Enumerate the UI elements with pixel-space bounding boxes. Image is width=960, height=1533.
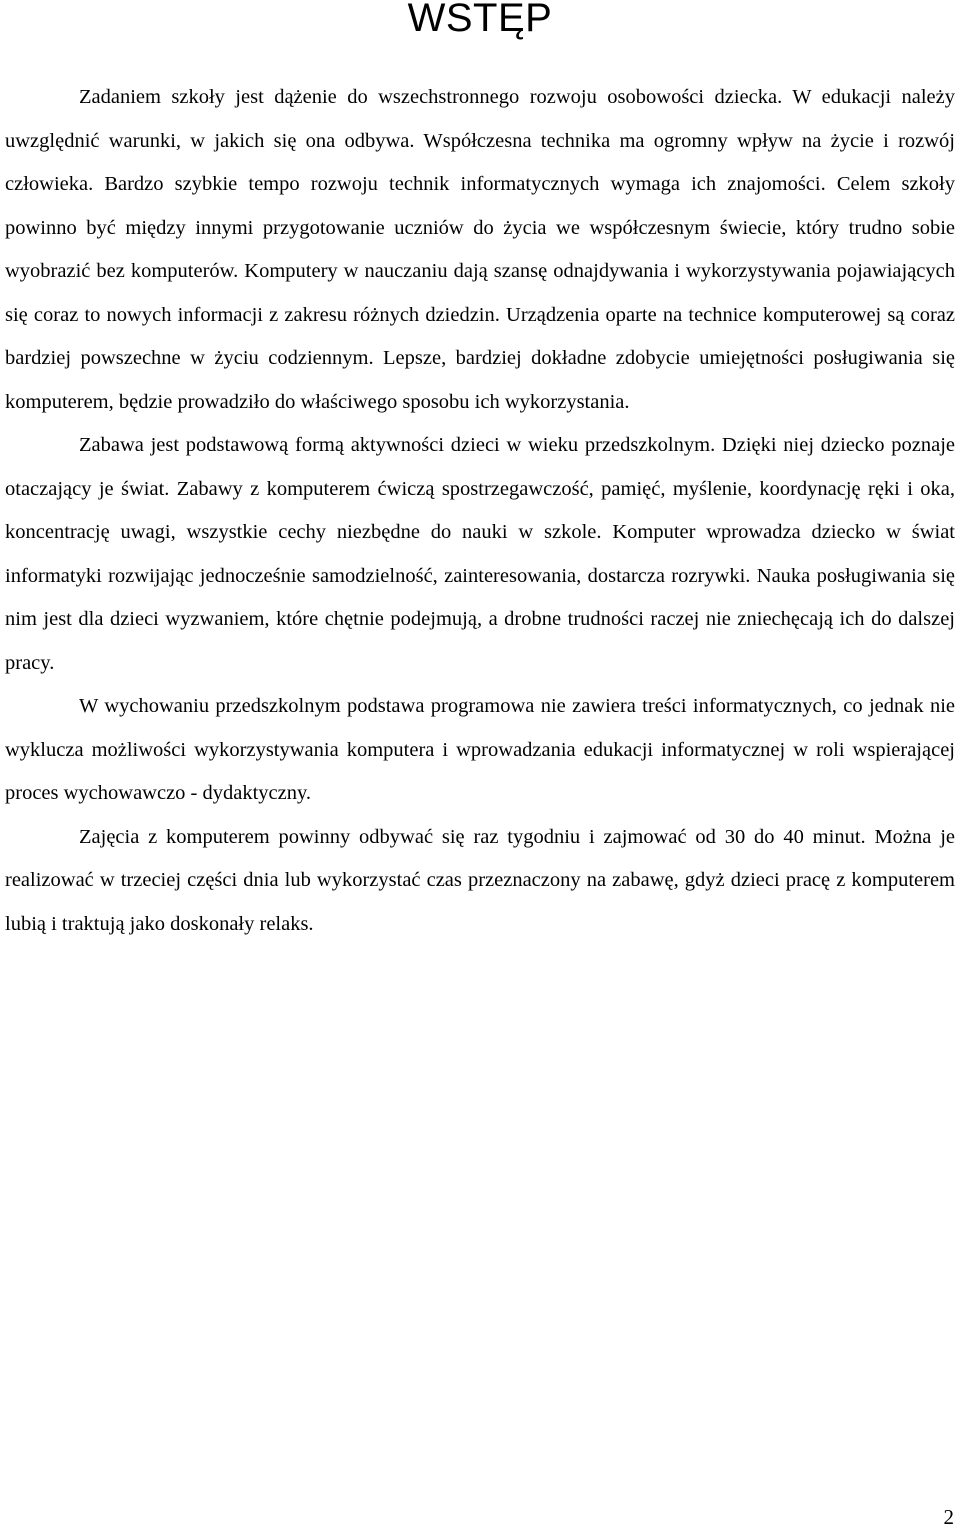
paragraph-4: Zajęcia z komputerem powinny odbywać się raz tygodniu i zajmować od 30 do 40 minut. Można je realizować w trzeciej części dnia lub wykorzystać czas przeznaczony na zabawę, gdyż dzieci pracę z komputerem lubią i traktują jako doskonały relaks. <box>5 825 955 935</box>
body-text <box>5 76 955 946</box>
paragraph-2: Zabawa jest podstawową formą aktywności dzieci w wieku przedszkolnym. Dzięki niej dziecko poznaje otaczający je świat. Zabawy z komputerem ćwiczą spostrzegawczość, pamięć, myślenie, koordynację ręki i oka, koncentrację uwagi, wszystkie cechy niezbędne do nauki w szkole. Komputer wprowadza dziecko w świat informatyki rozwijając jednocześnie samodzielność, zainteresowania, dostarcza rozrywki. Nauka posługiwania się nim jest dla dzieci wyzwaniem, które chętnie podejmują, a drobne trudności raczej nie zniechęcają ich do dalszej pracy. <box>5 434 955 674</box>
paragraph-1: Zadaniem szkoły jest dążenie do wszechstronnego rozwoju osobowości dziecka. W edukacji należy uwzględnić warunki, w jakich się ona odbywa. Współczesna technika ma ogromny wpływ na życie i rozwój człowieka. Bardzo szybkie tempo rozwoju technik informatycznych wymaga ich znajomości. Celem szkoły powinno być między innymi przygotowanie uczniów do życia we współczesnym świecie, który trudno sobie wyobrazić bez komputerów. Komputery w nauczaniu dają szansę odnajdywania i wykorzystywania pojawiających się coraz to nowych informacji z zakresu różnych dziedzin. Urządzenia oparte na technice komputerowej są coraz bardziej powszechne w życiu codziennym. Lepsze, bardziej dokładne zdobycie umiejętności posługiwania się komputerem, będzie prowadziło do właściwego sposobu ich wykorzystania. <box>5 86 955 413</box>
paragraph-3: W wychowaniu przedszkolnym podstawa programowa nie zawiera treści informatycznych, co jednak nie wyklucza możliwości wykorzystywania komputera i wprowadzania edukacji informatycznej w roli wspierającej proces wychowawczo - dydaktyczny. <box>5 695 955 804</box>
page-title: WSTĘP <box>407 0 553 40</box>
page-number: 2 <box>943 1505 954 1529</box>
